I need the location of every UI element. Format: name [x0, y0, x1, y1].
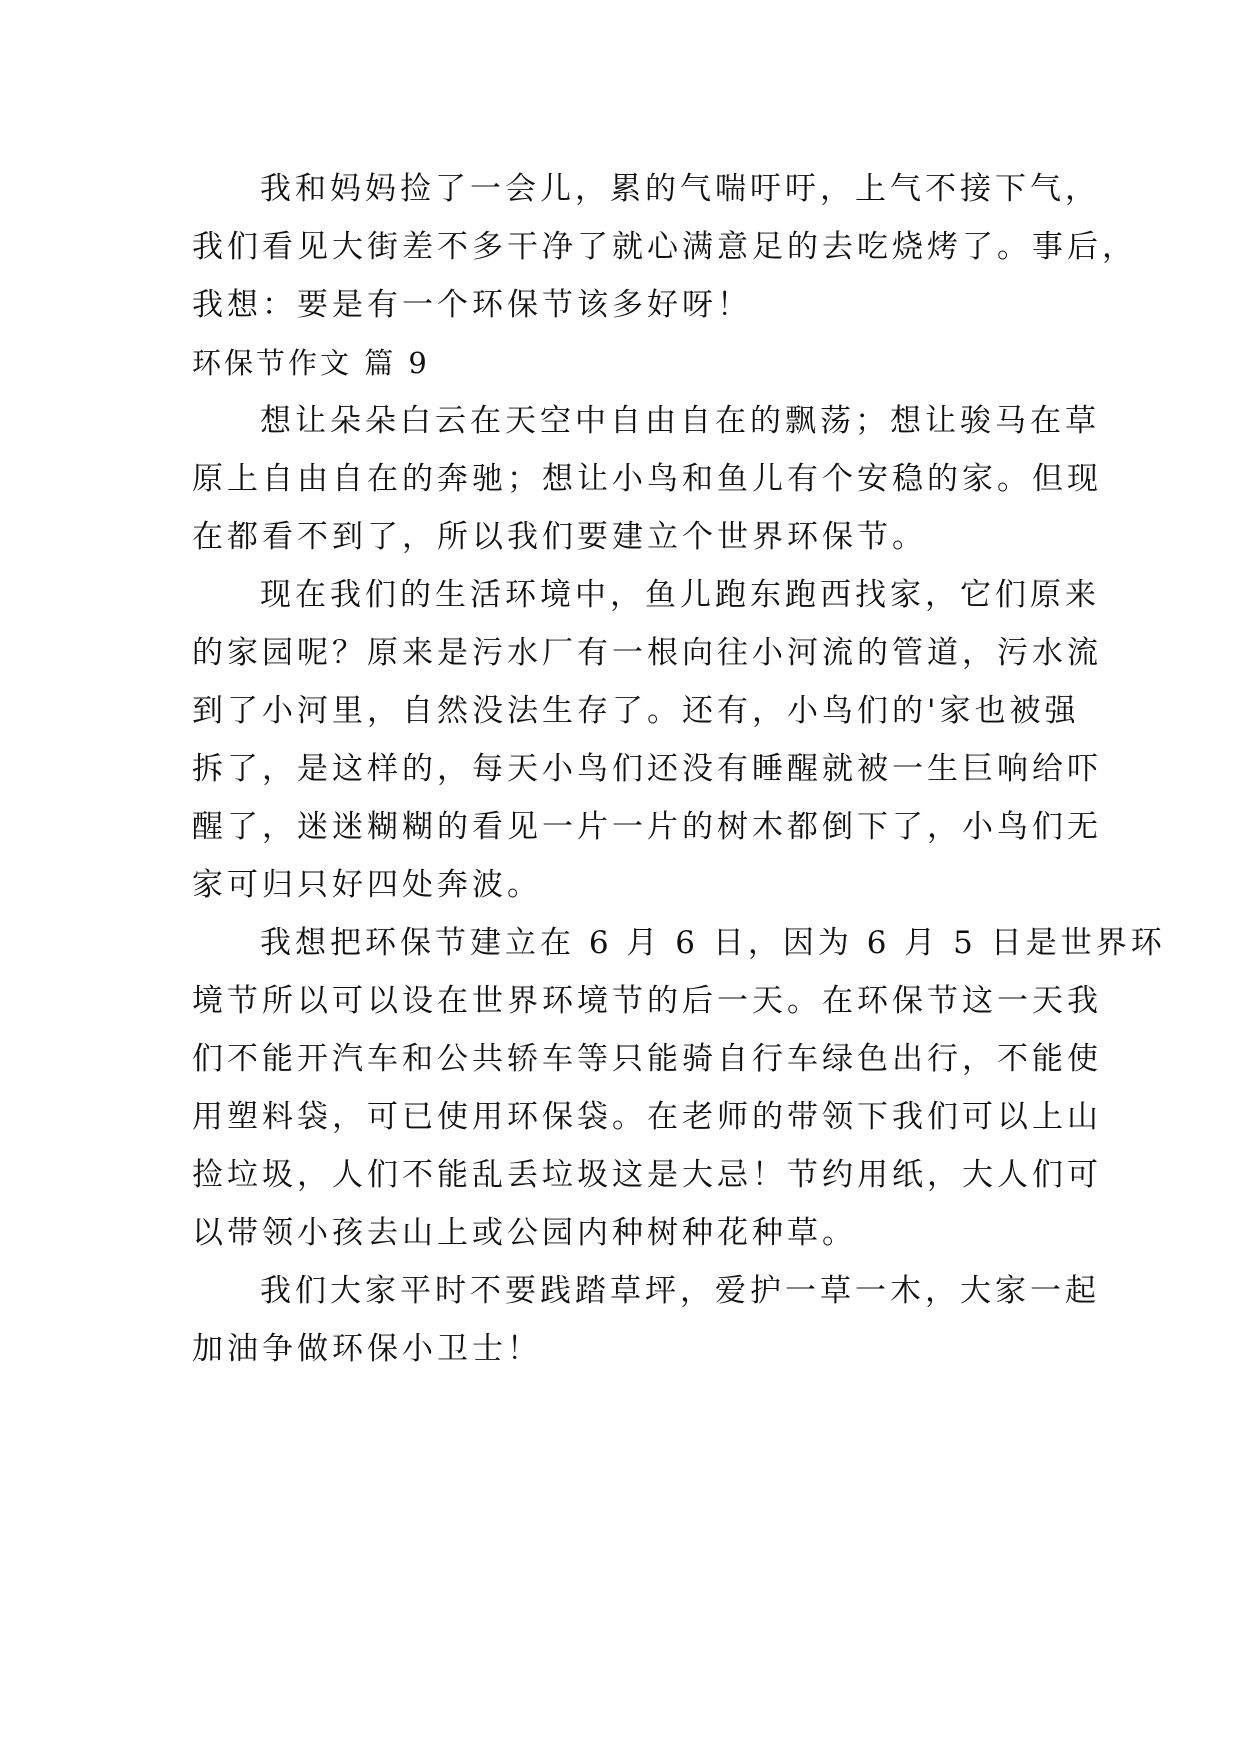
text-line: 的家园呢？原来是污水厂有一根向往小河流的管道，污水流: [192, 635, 1102, 671]
text-line: 我和妈妈捡了一会儿，累的气喘吁吁，上气不接下气，: [260, 171, 1100, 207]
essay-heading: 环保节作文 篇 9: [192, 346, 430, 380]
text-line: 境节所以可以设在世界环境节的后一天。在环保节这一天我: [192, 983, 1102, 1019]
text-line: 我们大家平时不要践踏草坪，爱护一草一木，大家一起: [260, 1273, 1100, 1309]
text-line: 加油争做环保小卫士！: [192, 1331, 542, 1367]
text-line: 醒了，迷迷糊糊的看见一片一片的树木都倒下了，小鸟们无: [192, 809, 1102, 845]
text-line: 原上自由自在的奔驰；想让小鸟和鱼儿有个安稳的家。但现: [192, 461, 1102, 497]
paragraph-environment: [192, 566, 1102, 914]
text-line: 我想：要是有一个环保节该多好呀！: [192, 287, 752, 323]
text-line: 现在我们的生活环境中，鱼儿跑东跑西找家，它们原来: [260, 577, 1100, 613]
text-line: 我们看见大街差不多干净了就心满意足的去吃烧烤了。事后，: [192, 229, 1137, 265]
text-line: 拆了，是这样的，每天小鸟们还没有睡醒就被一生巨响给吓: [192, 751, 1102, 787]
paragraph-proposal: [192, 914, 1166, 1262]
text-line: 想让朵朵白云在天空中自由自在的飘荡；想让骏马在草: [260, 403, 1100, 439]
text-line: 我想把环保节建立在 6 月 6 日，因为 6 月 5 日是世界环: [260, 925, 1166, 961]
paragraph-conclusion: [192, 1262, 1100, 1378]
text-line: 到了小河里，自然没法生存了。还有，小鸟们的'家也被强: [192, 693, 1080, 729]
text-line: 以带领小孩去山上或公园内种树种花种草。: [192, 1215, 857, 1251]
text-line: 家可归只好四处奔波。: [192, 867, 542, 903]
text-line: 用塑料袋，可已使用环保袋。在老师的带领下我们可以上山: [192, 1099, 1102, 1135]
paragraph-cleanup: [192, 160, 1137, 334]
paragraph-wish: [192, 392, 1102, 566]
document-body: [192, 160, 1166, 1378]
text-line: 们不能开汽车和公共轿车等只能骑自行车绿色出行，不能使: [192, 1041, 1102, 1077]
text-line: 捡垃圾，人们不能乱丢垃圾这是大忌！节约用纸，大人们可: [192, 1157, 1102, 1193]
text-line: 在都看不到了，所以我们要建立个世界环保节。: [192, 519, 927, 555]
